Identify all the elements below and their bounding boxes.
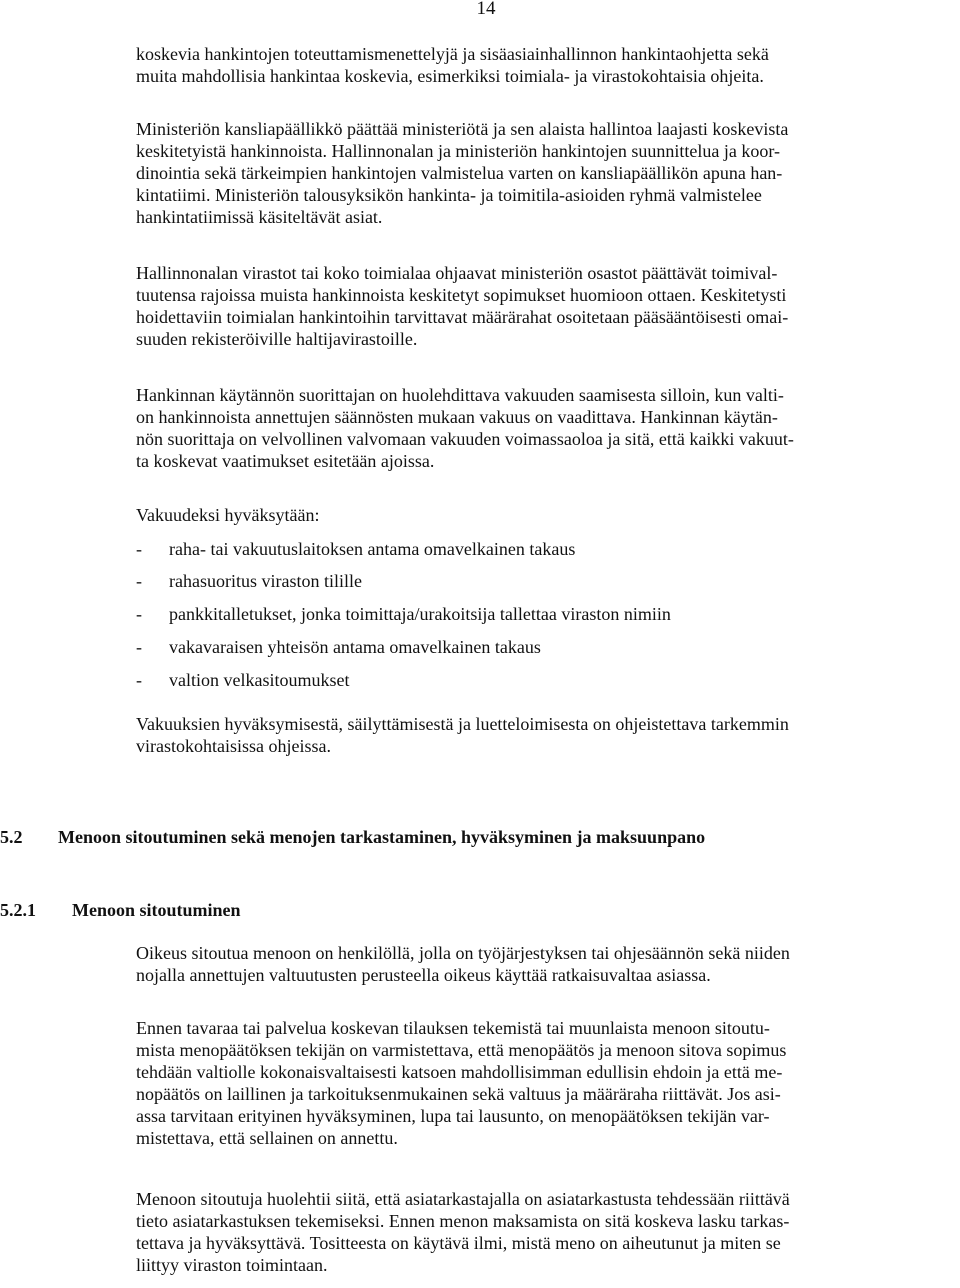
text-line: nopäätös on laillinen ja tarkoituksenmukainen sekä valtuus ja määräraha riittävät. Jos asi- (136, 1084, 781, 1104)
section-title: Menoon sitoutuminen (72, 900, 241, 920)
list-item (136, 538, 958, 560)
text-line: keskitetyistä hankinnoista. Hallinnonalan ja ministeriön hankintojen suunnittelua ja koor- (136, 141, 781, 161)
text-line: muita mahdollisia hankintaa koskevia, esimerkiksi toimiala- ja virastokohtaisia ohjeita. (136, 66, 764, 86)
paragraph-menoon-sitoutuja (136, 1188, 958, 1276)
text-line: suuden rekisteröiville haltijavirastoille. (136, 329, 418, 349)
text-line: liittyy viraston toimintaan. (136, 1255, 328, 1275)
list-dash: - (136, 571, 142, 591)
paragraph-oikeus-sitoutua (136, 942, 958, 986)
text-line: mistettava, että sellainen on annettu. (136, 1128, 398, 1148)
paragraph-vakuudeksi-intro (136, 504, 958, 526)
text-line: Ministeriön kansliapäällikkö päättää ministeriötä ja sen alaista hallintoa laajasti koskevista (136, 119, 789, 139)
list-item-text: valtion velkasitoumukset (169, 670, 350, 690)
text-line: assa tarvitaan erityinen hyväksyminen, lupa tai lausunto, on menopäätöksen tekijän var- (136, 1106, 770, 1126)
page-number: 14 (476, 0, 496, 19)
text-line: kintatiimi. Ministeriön talousyksikön hankinta- ja toimitila-asioiden ryhmä valmistelee (136, 185, 762, 205)
text-line: virastokohtaisissa ohjeissa. (136, 736, 331, 756)
section-number: 5.2 (0, 827, 23, 847)
list-item-text: vakavaraisen yhteisön antama omavelkainen takaus (169, 637, 541, 657)
paragraph-ennen-tilausta (136, 1017, 958, 1149)
text-line: mista menopäätöksen tekijän on varmistettava, että menopäätös ja menoon sitova sopimus (136, 1040, 787, 1060)
text-line: dinointia sekä tärkeimpien hankintojen valmistelua varten on kansliapäällikön apuna han- (136, 163, 783, 183)
paragraph-kansliapaallikko (136, 118, 958, 228)
text-line: Hankinnan käytännön suorittajan on huolehdittava vakuuden saamisesta silloin, kun valti- (136, 385, 784, 405)
paragraph-vakuuksien-hyvaksyminen (136, 713, 958, 757)
text-line: tieto asiatarkastuksen tekemiseksi. Ennen menon maksamista on sitä koskeva lasku tarkas- (136, 1211, 790, 1231)
text-line: hoidettaviin toimialan hankintoihin tarvittavat määrärahat osoitetaan pääsääntöisesti omai- (136, 307, 789, 327)
text-line: Ennen tavaraa tai palvelua koskevan tilauksen tekemistä tai muunlaista menoon sitoutu- (136, 1018, 770, 1038)
text-line: Vakuuksien hyväksymisestä, säilyttämisestä ja luetteloimisesta on ohjeistettava tarkemmin (136, 714, 789, 734)
list-item-text: rahasuoritus viraston tilille (169, 571, 362, 591)
list-item (136, 603, 958, 625)
list-item-text: pankkitalletukset, jonka toimittaja/urakoitsija tallettaa viraston nimiin (169, 604, 671, 624)
text-line: Oikeus sitoutua menoon on henkilöllä, jolla on työjärjestyksen tai ohjesäännön sekä niiden (136, 943, 790, 963)
section-title: Menoon sitoutuminen sekä menojen tarkastaminen, hyväksyminen ja maksuunpano (58, 827, 706, 847)
text-line: hankintatiimissä käsiteltävät asiat. (136, 207, 383, 227)
text-line: tettava ja hyväksyttävä. Tositteesta on käytävä ilmi, mistä meno on aiheutunut ja miten se (136, 1233, 781, 1253)
list-dash: - (136, 539, 142, 559)
list-item (136, 570, 958, 592)
text-line: tehdään valtiolle kokonaisvaltaisesti katsoen mahdollisimman edullisin ehdoin ja että me- (136, 1062, 783, 1082)
text-line: on hankinnoista annettujen säännösten mukaan vakuus on vaadittava. Hankinnan käytän- (136, 407, 778, 427)
list-item-text: raha- tai vakuutuslaitoksen antama omavelkainen takaus (169, 539, 576, 559)
list-dash: - (136, 604, 142, 624)
text-line: Menoon sitoutuja huolehtii siitä, että asiatarkastajalla on asiatarkastusta tehdessään riittävä (136, 1189, 790, 1209)
paragraph-hankintaohjeet (136, 43, 958, 87)
list-item (136, 636, 958, 658)
text-line: koskevia hankintojen toteuttamismenettelyjä ja sisäasiainhallinnon hankintaohjetta sekä (136, 44, 769, 64)
section-number: 5.2.1 (0, 900, 36, 920)
text-line: ta koskevat vaatimukset esitetään ajoissa. (136, 451, 435, 471)
list-dash: - (136, 670, 142, 690)
paragraph-virastot (136, 262, 958, 350)
text-line: nojalla annettujen valtuutusten perusteella oikeus käyttää ratkaisuvaltaa asiassa. (136, 965, 711, 985)
list-dash: - (136, 637, 142, 657)
text-line: Hallinnonalan virastot tai koko toimialaa ohjaavat ministeriön osastot päättävät toimival- (136, 263, 778, 283)
text-line: tuutensa rajoissa muista hankinnoista keskitetyt sopimukset huomioon ottaen. Keskitetysti (136, 285, 787, 305)
text-line: Vakuudeksi hyväksytään: (136, 505, 320, 525)
paragraph-vakuus (136, 384, 958, 472)
text-line: nön suorittaja on velvollinen valvomaan vakuuden voimassaoloa ja sitä, että kaikki vakuut- (136, 429, 794, 449)
list-item (136, 669, 958, 691)
